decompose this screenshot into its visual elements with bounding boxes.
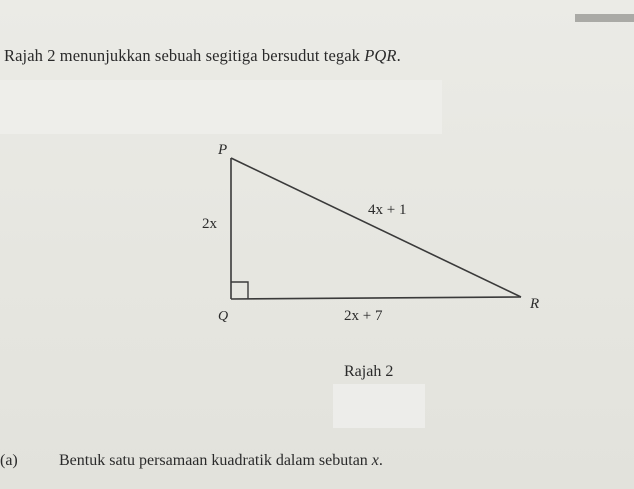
right-angle-marker [231, 282, 248, 299]
question-text-wrap [59, 452, 383, 470]
question-number: (a) [0, 452, 18, 469]
vertex-r-label: R [530, 296, 540, 312]
figure-caption: Rajah 2 [344, 363, 394, 380]
triangle-name: PQR [364, 46, 397, 65]
question-variable: x [371, 452, 379, 469]
vertex-q-label: Q [218, 309, 229, 324]
side-pr-label: 4x + 1 [368, 202, 407, 218]
intro-text: Rajah 2 menunjukkan sebuah segitiga bersudut tegak [4, 46, 365, 65]
question-text: Bentuk satu persamaan kuadratik dalam sebutan [59, 452, 372, 469]
vertex-p-label: P [218, 142, 228, 158]
side-pq-label: 2x [202, 216, 217, 232]
side-qr-line [231, 297, 521, 299]
side-pr-line [231, 158, 521, 297]
side-qr-label: 2x + 7 [344, 308, 383, 324]
intro-end: . [396, 46, 401, 65]
question-end: . [378, 452, 383, 469]
